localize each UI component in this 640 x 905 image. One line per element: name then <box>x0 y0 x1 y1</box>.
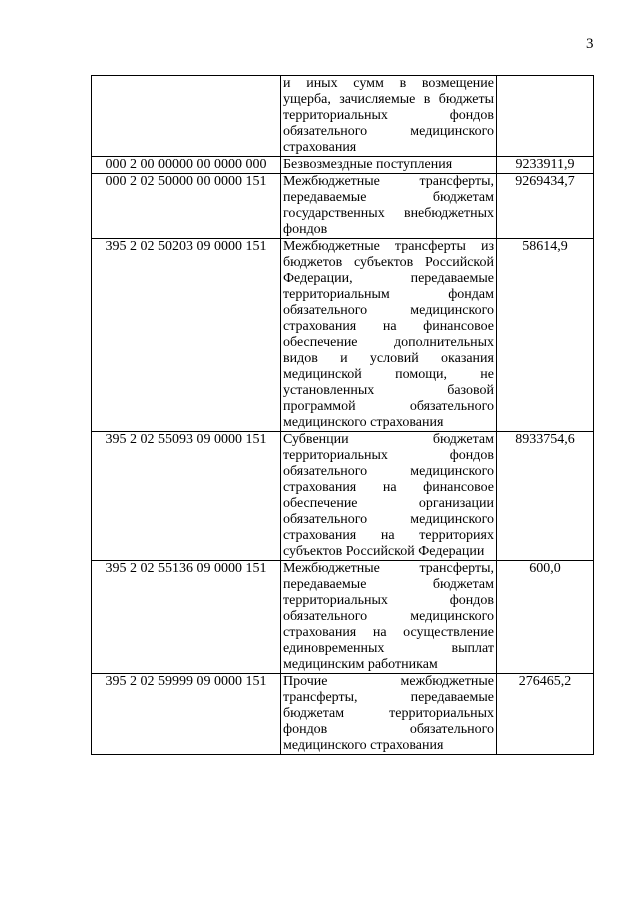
table-row <box>92 157 594 174</box>
budget-code-cell <box>92 76 281 157</box>
revenue-name-cell: Безвозмездные поступления <box>281 157 497 174</box>
budget-code-cell: 395 2 02 59999 09 0000 151 <box>92 674 281 755</box>
budget-revenue-table <box>91 75 594 755</box>
budget-code-cell: 000 2 00 00000 00 0000 000 <box>92 157 281 174</box>
revenue-name-cell: Субвенции бюджетам территориальных фондов обязательного медицинского страхования на финансовое обеспечение организации обязательного медицинского страхования на территориях субъектов Российской Федерации <box>281 432 497 561</box>
revenue-name-cell: Межбюджетные трансферты из бюджетов субъектов Российской Федерации, передаваемые территориальным фондам обязательного медицинского страхования на финансовое обеспечение дополнительных видов и условий оказания медицинской помощи, не установленных базовой программой обязательного медицинского страхования <box>281 239 497 432</box>
budget-code-cell: 395 2 02 55093 09 0000 151 <box>92 432 281 561</box>
budget-code-cell: 395 2 02 50203 09 0000 151 <box>92 239 281 432</box>
page-number: 3 <box>586 36 594 52</box>
table-row <box>92 174 594 239</box>
amount-cell: 58614,9 <box>497 239 594 432</box>
budget-code-cell: 395 2 02 55136 09 0000 151 <box>92 561 281 674</box>
revenue-name-cell: Прочие межбюджетные трансферты, передаваемые бюджетам территориальных фондов обязательного медицинского страхования <box>281 674 497 755</box>
amount-cell: 600,0 <box>497 561 594 674</box>
amount-cell: 9269434,7 <box>497 174 594 239</box>
table-row <box>92 674 594 755</box>
revenue-name-cell: Межбюджетные трансферты, передаваемые бюджетам государственных внебюджетных фондов <box>281 174 497 239</box>
table-row <box>92 239 594 432</box>
table-row <box>92 76 594 157</box>
amount-cell: 276465,2 <box>497 674 594 755</box>
amount-cell: 9233911,9 <box>497 157 594 174</box>
table-row <box>92 432 594 561</box>
budget-code-cell: 000 2 02 50000 00 0000 151 <box>92 174 281 239</box>
revenue-name-cell: и иных сумм в возмещение ущерба, зачисляемые в бюджеты территориальных фондов обязательного медицинского страхования <box>281 76 497 157</box>
amount-cell <box>497 76 594 157</box>
amount-cell: 8933754,6 <box>497 432 594 561</box>
table-row <box>92 561 594 674</box>
revenue-name-cell: Межбюджетные трансферты, передаваемые бюджетам территориальных фондов обязательного медицинского страхования на осуществление единовременных выплат медицинским работникам <box>281 561 497 674</box>
